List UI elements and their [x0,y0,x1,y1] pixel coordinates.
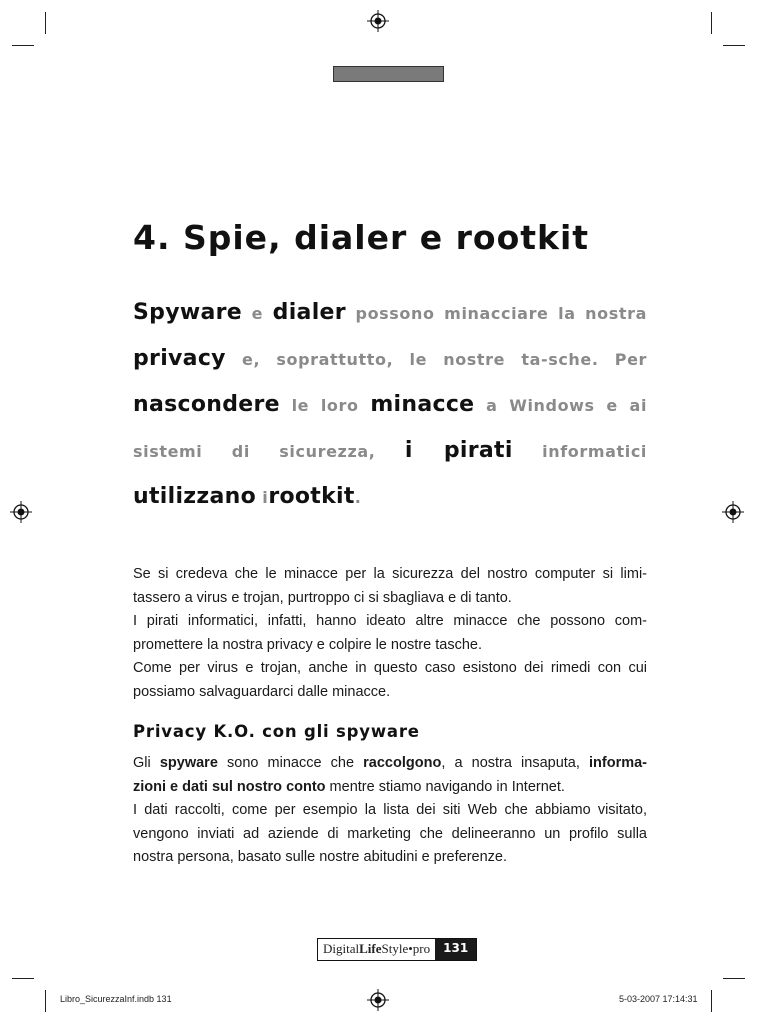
intro-paragraph [133,563,647,704]
lead-word: Spyware [133,300,242,325]
text-line: Come per virus e trojan, anche in questo caso esistono dei rimedi con cui [133,660,647,676]
chapter-title: 4. Spie, dialer e rootkit [133,218,590,257]
brand-part: Style [381,941,409,956]
lead-word: privacy [133,346,226,371]
lead-word: dialer [272,300,346,325]
registration-mark-icon [367,10,389,32]
text-line [133,752,647,776]
bold-term: raccolgono [363,755,442,771]
chapter-tab-bar [333,66,444,82]
bold-term: zioni e dati sul nostro conto [133,778,326,795]
crop-mark [45,12,46,34]
crop-mark [723,45,745,46]
page-number: 131 [435,939,476,960]
text-run: sono minacce che [217,755,364,771]
crop-mark [711,990,712,1012]
text-line: nostra persona, basato sulle nostre abitudini e preferenze. [133,849,508,865]
registration-mark-icon [722,501,744,523]
section-paragraph [133,752,647,870]
registration-mark-icon [10,501,32,523]
text-run: mentre stiamo navigando in Internet. [325,778,565,795]
text-run: , a nostra insaputa, [441,755,590,771]
text-line [133,776,647,800]
crop-mark [45,990,46,1012]
text-line: tassero a virus e trojan, purtroppo ci si sbagliava e di tanto. [133,589,512,606]
text-run: Gli [133,755,160,771]
text-line: I pirati informatici, infatti, hanno ideato altre minacce che possono com- [133,613,647,629]
lead-word: . [354,488,362,507]
text-line: possiamo salvaguardarci dalle minacce. [133,683,391,700]
lead-word: le loro [291,396,359,415]
text-line: Se si credeva che le minacce per la sicurezza del nostro computer si limi- [133,566,647,582]
lead-word: possono minacciare la nostra [355,304,648,323]
slug-filename: Libro_SicurezzaInf.indb 131 [60,994,172,1004]
lead-word: informatici [542,442,648,461]
lead-word: rootkit [268,484,355,509]
text-line: I dati raccolti, come per esempio la lista dei siti Web che abbiamo visitato, [133,802,647,818]
bold-term: informa- [589,755,648,771]
brand-part: pro [412,941,431,956]
section-title: Privacy K.O. con gli spyware [133,722,420,741]
registration-mark-icon [367,989,389,1011]
brand-part: Digital [323,941,360,956]
lead-word: i pirati [404,438,513,463]
crop-mark [12,45,34,46]
lead-word: e [251,304,264,323]
lead-word: e, soprattutto, le nostre ta-sche. Per [242,350,648,369]
footer-brand [317,938,477,961]
bold-term: spyware [159,755,218,771]
text-line: promettere la nostra privacy e colpire le nostre tasche. [133,636,482,653]
crop-mark [723,978,745,979]
chapter-lead [133,290,647,520]
crop-mark [12,978,34,979]
lead-word: minacce [370,392,475,417]
lead-word: nascondere [133,392,280,417]
slug-datetime: 5-03-2007 17:14:31 [619,994,698,1004]
text-line: vengono inviati ad aziende di marketing che delineeranno un profilo sulla [133,825,647,842]
crop-mark [711,12,712,34]
brand-part: • [408,941,413,956]
lead-word: i [262,488,269,507]
brand-logo [318,939,435,960]
lead-word: utilizzano [133,484,257,509]
brand-part: Life [359,941,382,956]
lead-word: a Windows e ai sistemi di sicurezza, [133,396,648,461]
